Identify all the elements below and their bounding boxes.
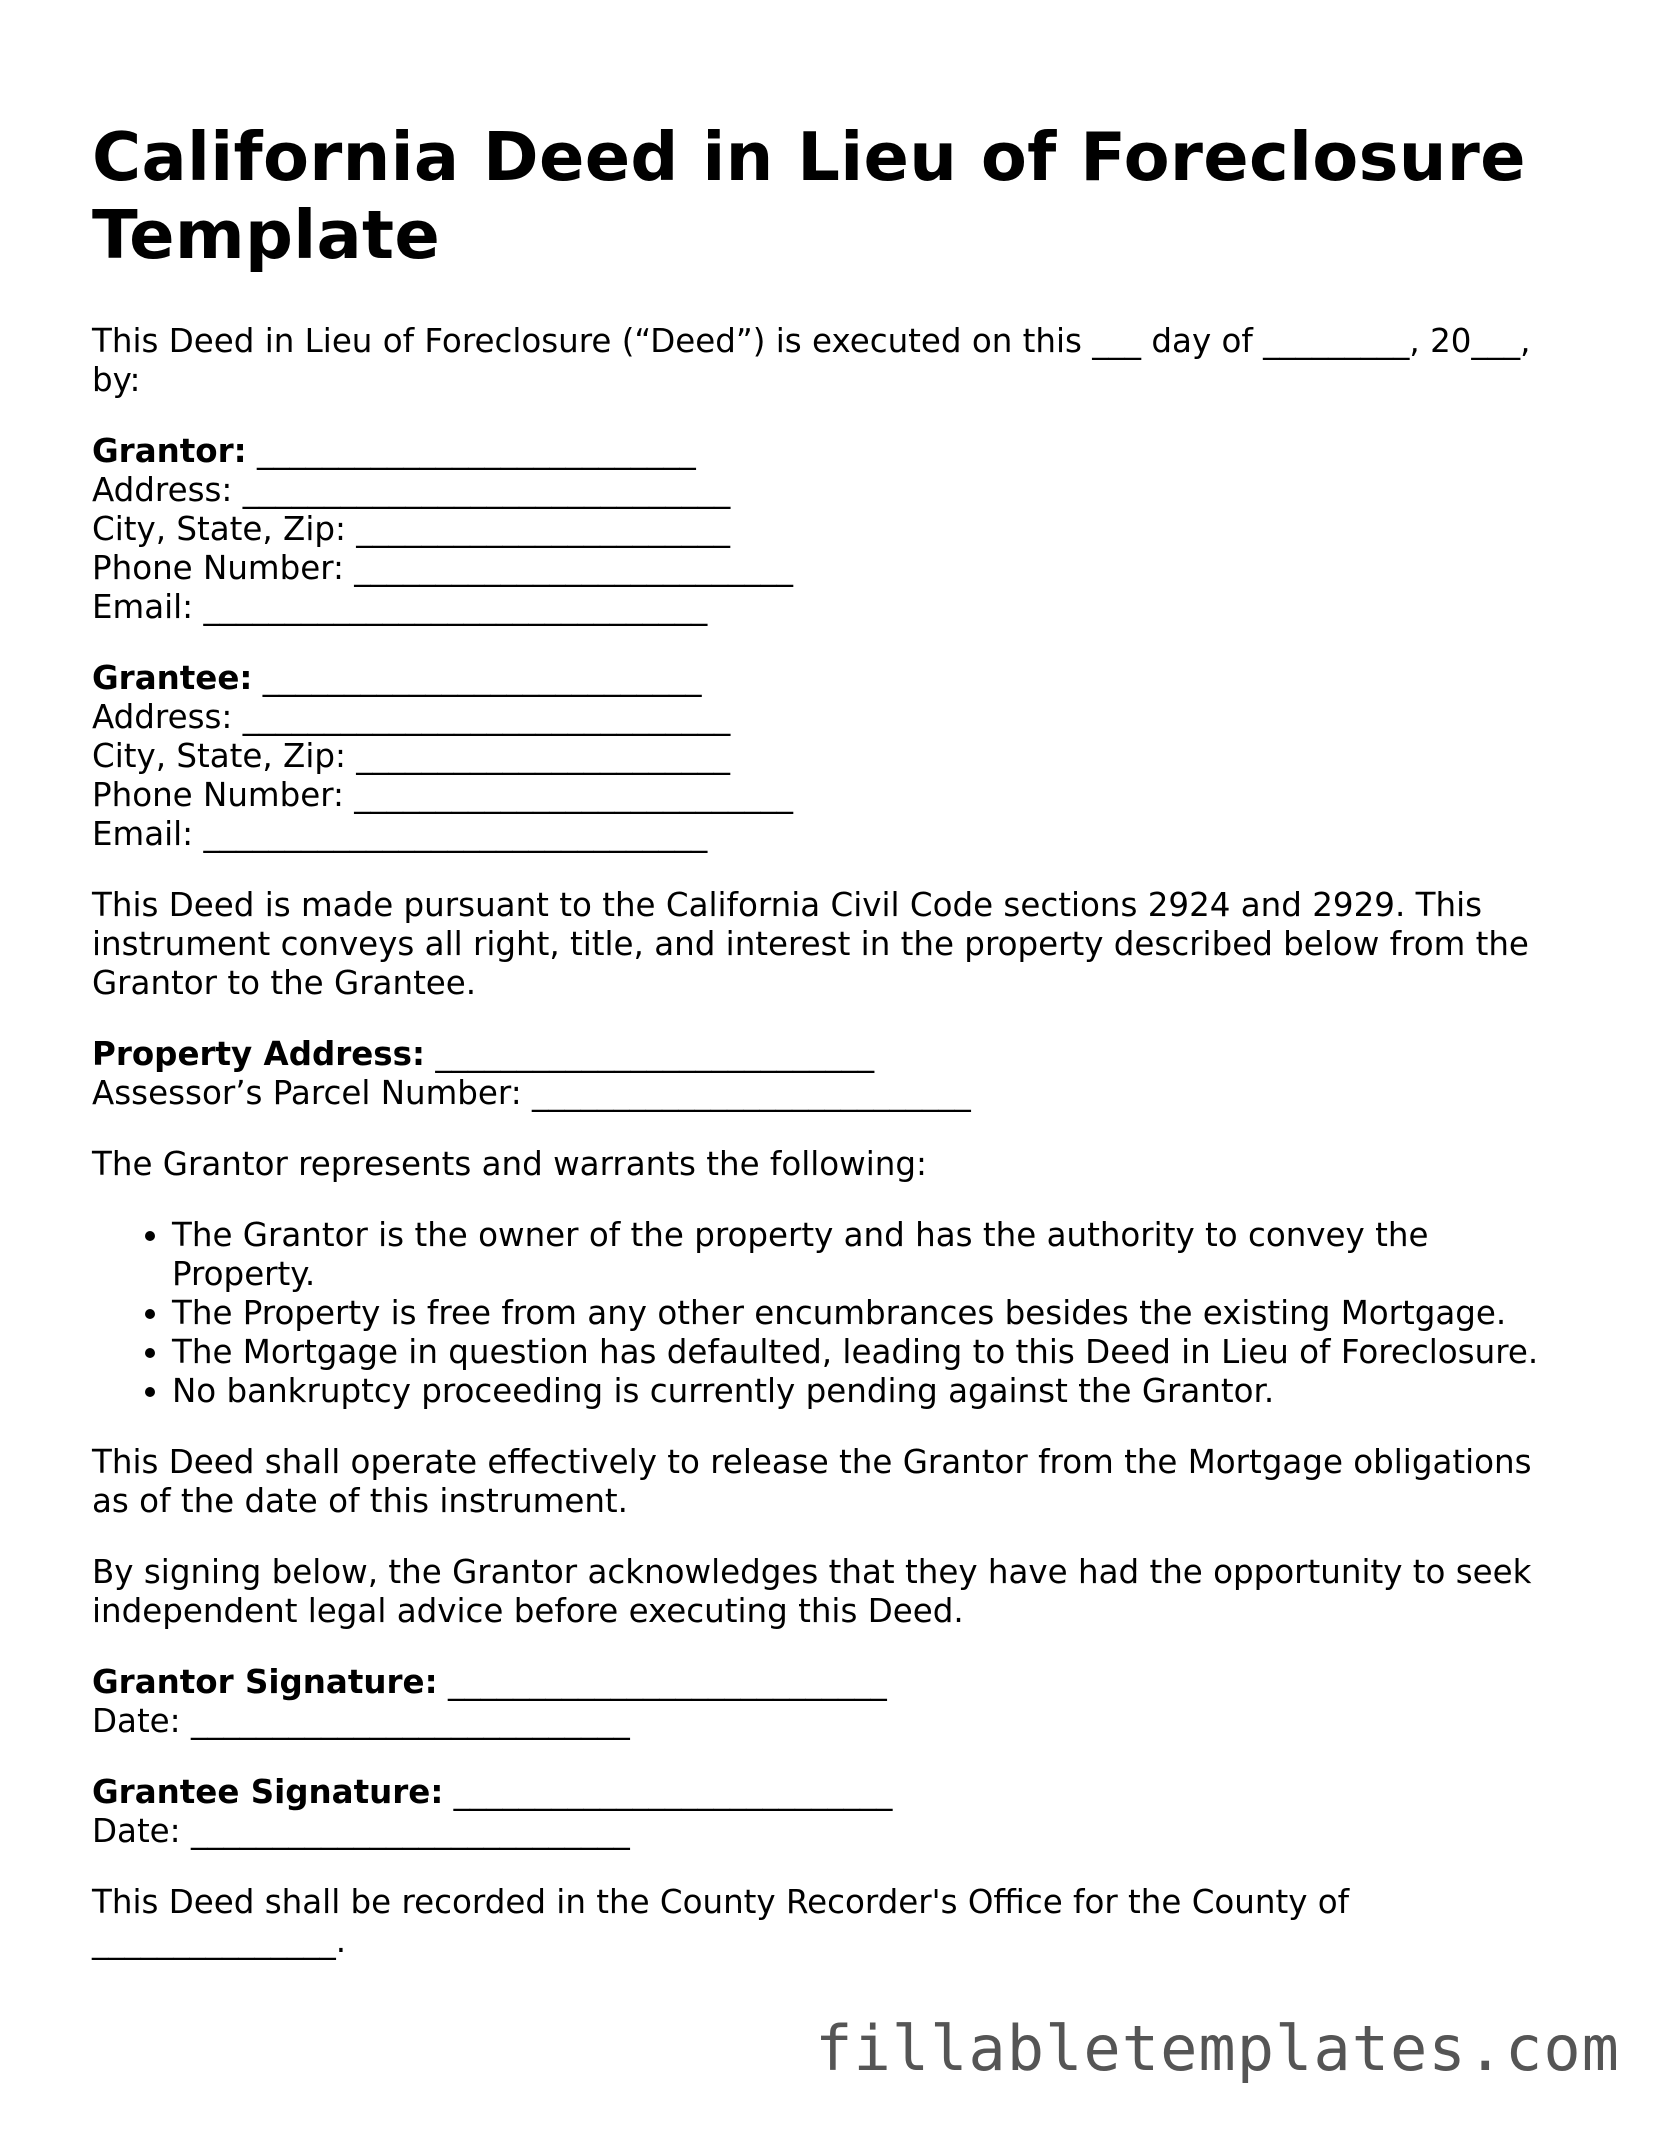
- grantee-email-field[interactable]: Email: _______________________________: [92, 815, 708, 853]
- intro-paragraph: This Deed in Lieu of Foreclosure (“Deed”) is executed on this ___ day of _________, 20___, by:: [92, 322, 1531, 399]
- property-address-label: Property Address:: [92, 1035, 425, 1073]
- warranties-list: [92, 1216, 1572, 1411]
- grantee-signature-field[interactable]: ___________________________: [443, 1773, 893, 1811]
- grantee-name-field[interactable]: ___________________________: [252, 659, 702, 697]
- grantor-phone-field[interactable]: Phone Number: ___________________________: [92, 549, 794, 587]
- release-paragraph: This Deed shall operate effectively to release the Grantor from the Mortgage obligations as of the date of this instrument.: [92, 1443, 1532, 1520]
- grantor-signature-date-field[interactable]: Date: ___________________________: [92, 1702, 630, 1740]
- document-page: [92, 118, 1572, 1993]
- property-section: [92, 1035, 1572, 1113]
- grantee-phone-field[interactable]: Phone Number: ___________________________: [92, 776, 794, 814]
- advice-paragraph: By signing below, the Grantor acknowledges that they have had the opportunity to seek independent legal advice before executing this Deed.: [92, 1553, 1532, 1630]
- grantor-city-field[interactable]: City, State, Zip: _______________________: [92, 510, 731, 548]
- grantee-section: [92, 659, 1572, 854]
- grantor-signature-line: [92, 1663, 1572, 1702]
- document-title: California Deed in Lieu of Foreclosure Template: [92, 118, 1526, 274]
- grantor-signature-label: Grantor Signature:: [92, 1663, 438, 1701]
- property-address-line: [92, 1035, 1572, 1074]
- warranty-item: • The Grantor is the owner of the property and has the authority to convey the Property.: [172, 1216, 1572, 1294]
- grantor-name-line: [92, 432, 1572, 471]
- grantee-signature-section: [92, 1773, 1572, 1851]
- grantee-signature-line: [92, 1773, 1572, 1812]
- represents-paragraph: The Grantor represents and warrants the following:: [92, 1145, 927, 1183]
- grantor-signature-field[interactable]: ___________________________: [437, 1663, 887, 1701]
- warranty-item: • The Mortgage in question has defaulted, leading to this Deed in Lieu of Foreclosure.: [172, 1333, 1572, 1372]
- recorded-paragraph: This Deed shall be recorded in the County Recorder's Office for the County of _______________.: [92, 1883, 1350, 1960]
- watermark-text: fillabletemplates.com: [815, 2012, 1620, 2085]
- grantee-address-field[interactable]: Address: ______________________________: [92, 698, 731, 736]
- property-address-field[interactable]: ___________________________: [424, 1035, 875, 1073]
- document-body: [92, 322, 1572, 1961]
- grantor-email-field[interactable]: Email: _______________________________: [92, 588, 708, 626]
- warranty-item: • No bankruptcy proceeding is currently pending against the Grantor.: [172, 1372, 1572, 1411]
- parcel-number-field[interactable]: Assessor’s Parcel Number: ___________________________: [92, 1074, 971, 1112]
- grantor-signature-section: [92, 1663, 1572, 1741]
- grantee-name-line: [92, 659, 1572, 698]
- grantor-name-field[interactable]: ___________________________: [246, 432, 696, 470]
- grantor-section: [92, 432, 1572, 627]
- grantee-city-field[interactable]: City, State, Zip: _______________________: [92, 737, 731, 775]
- grantee-signature-date-field[interactable]: Date: ___________________________: [92, 1812, 630, 1850]
- grantee-label: Grantee:: [92, 659, 253, 697]
- grantee-signature-label: Grantee Signature:: [92, 1773, 444, 1811]
- pursuant-paragraph: This Deed is made pursuant to the California Civil Code sections 2924 and 2929. This instrument conveys all right, title, and interest in the property described below from the Grantor to the Grantee.: [92, 886, 1529, 1002]
- warranty-item: • The Property is free from any other encumbrances besides the existing Mortgage.: [172, 1294, 1572, 1333]
- grantor-address-field[interactable]: Address: ______________________________: [92, 471, 731, 509]
- grantor-label: Grantor:: [92, 432, 247, 470]
